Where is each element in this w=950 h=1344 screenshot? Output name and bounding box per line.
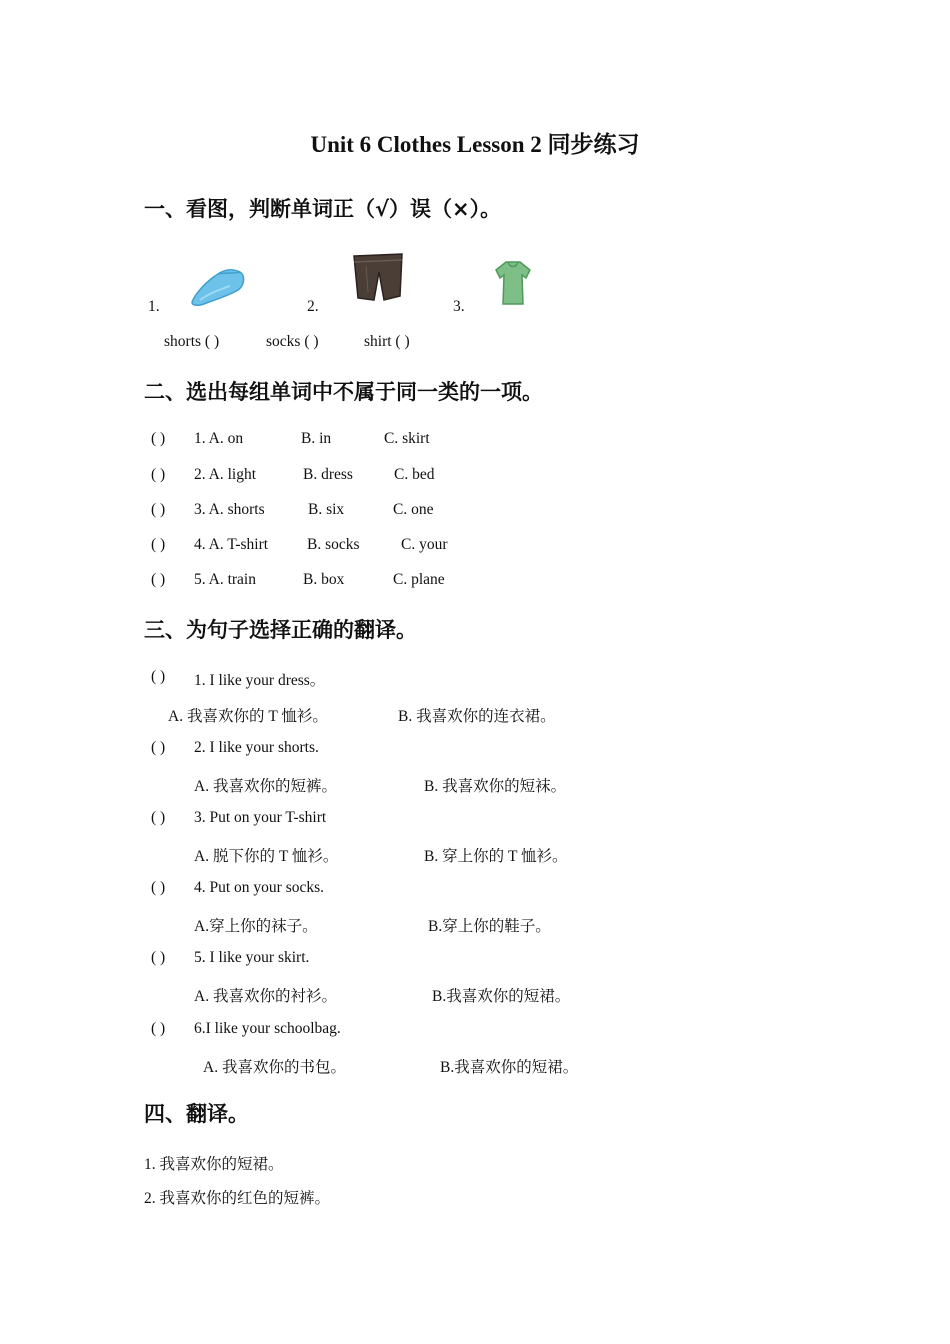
option-c: C. skirt <box>384 430 430 447</box>
answer-paren: ( ) <box>151 466 166 483</box>
translation-b: B.穿上你的鞋子。 <box>428 918 551 935</box>
answer-paren: ( ) <box>151 949 166 966</box>
option-a: 5. A. train <box>194 571 256 588</box>
page-title: Unit 6 Clothes Lesson 2 同步练习 <box>310 132 640 157</box>
option-c: C. your <box>401 536 448 553</box>
section4-heading: 四、翻译。 <box>144 1102 249 1126</box>
item2-number: 2. <box>307 298 319 315</box>
section2-heading: 二、选出每组单词中不属于同一类的一项。 <box>144 380 543 404</box>
option-b: B. socks <box>307 536 360 553</box>
translation-b: B. 我喜欢你的短袜。 <box>424 778 567 795</box>
section1-heading: 一、看图，判断单词正（√）误（×）。 <box>144 197 502 221</box>
option-a: 1. A. on <box>194 430 244 447</box>
option-b: B. in <box>301 430 332 447</box>
translation-a: A. 我喜欢你的短裤。 <box>194 778 337 795</box>
option-a: 2. A. light <box>194 466 257 483</box>
translation-b: B.我喜欢你的短裙。 <box>432 988 571 1005</box>
answer-paren: ( ) <box>151 430 166 447</box>
option-b: B. six <box>308 501 345 518</box>
option-c: C. one <box>393 501 434 518</box>
question-sentence: 5. I like your skirt. <box>194 949 310 966</box>
answer-paren: ( ) <box>151 501 166 518</box>
answer-paren: ( ) <box>151 668 166 685</box>
sock-shape <box>192 270 244 305</box>
option-c: C. bed <box>394 466 435 483</box>
question-sentence: 3. Put on your T-shirt <box>194 809 327 826</box>
item1-word: shorts ( ) <box>164 333 220 350</box>
option-a: 3. A. shorts <box>194 501 265 518</box>
question-sentence: 6.I like your schoolbag. <box>194 1020 341 1037</box>
translation-a: A. 我喜欢你的衬衫。 <box>194 988 337 1005</box>
answer-paren: ( ) <box>151 536 166 553</box>
question-sentence: 2. I like your shorts. <box>194 739 319 756</box>
answer-paren: ( ) <box>151 571 166 588</box>
answer-paren: ( ) <box>151 1020 166 1037</box>
item3-number: 3. <box>453 298 465 315</box>
answer-paren: ( ) <box>151 739 166 756</box>
translation-a: A. 我喜欢你的 T 恤衫。 <box>168 708 328 725</box>
item3-word: shirt ( ) <box>364 333 410 350</box>
translation-b: B. 我喜欢你的连衣裙。 <box>398 708 556 725</box>
section3-heading: 三、为句子选择正确的翻译。 <box>144 618 417 642</box>
option-a: 4. A. T-shirt <box>194 536 269 553</box>
item1-number: 1. <box>148 298 160 315</box>
translation-a: A.穿上你的袜子。 <box>194 918 318 935</box>
translation-item: 1. 我喜欢你的短裙。 <box>144 1156 284 1173</box>
shirt-icon <box>492 260 534 306</box>
translation-b: B. 穿上你的 T 恤衫。 <box>424 848 568 865</box>
answer-paren: ( ) <box>151 879 166 896</box>
translation-item: 2. 我喜欢你的红色的短裤。 <box>144 1190 331 1207</box>
shirt-shape <box>496 262 530 304</box>
question-sentence: 4. Put on your socks. <box>194 879 325 896</box>
question-sentence: 1. I like your dress。 <box>194 672 326 689</box>
option-b: B. box <box>303 571 345 588</box>
shorts-icon <box>352 252 404 302</box>
translation-b: B.我喜欢你的短裙。 <box>440 1059 579 1076</box>
item2-word: socks ( ) <box>266 333 319 350</box>
translation-a: A. 脱下你的 T 恤衫。 <box>194 848 339 865</box>
option-c: C. plane <box>393 571 445 588</box>
option-b: B. dress <box>303 466 353 483</box>
sock-icon <box>188 264 248 306</box>
answer-paren: ( ) <box>151 809 166 826</box>
translation-a: A. 我喜欢你的书包。 <box>203 1059 346 1076</box>
